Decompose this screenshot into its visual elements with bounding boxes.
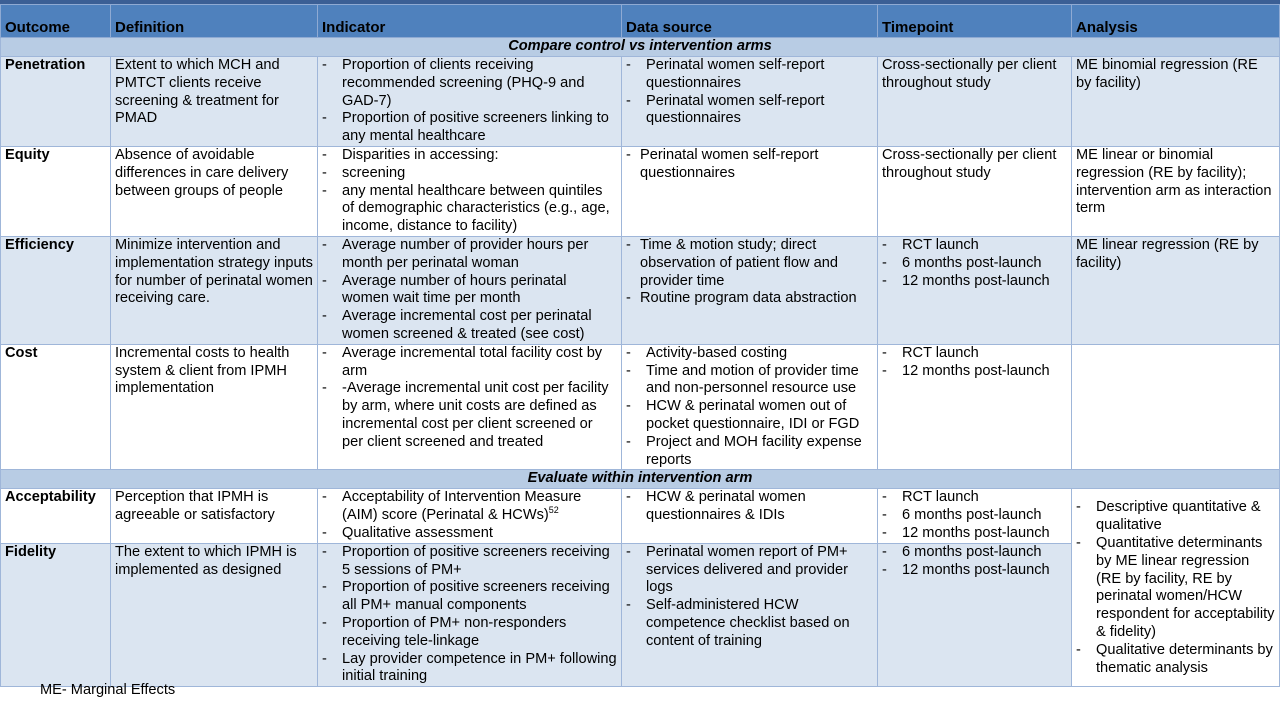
- definition-cell: Absence of avoidable differences in care delivery between groups of people: [111, 146, 318, 236]
- outcome-cell: Equity: [1, 146, 111, 236]
- list-item: - RCT launch: [882, 345, 1067, 363]
- list-item: - Descriptive quantitative & qualitative: [1076, 499, 1275, 535]
- list-item: - 12 months post-launch: [882, 273, 1067, 291]
- definition-cell: Perception that IPMH is agreeable or satisfactory: [111, 489, 318, 543]
- definition-cell: Incremental costs to health system & client from IPMH implementation: [111, 344, 318, 470]
- list-item: - Proportion of positive screeners receiving all PM+ manual components: [322, 579, 617, 615]
- list-item: - Time and motion of provider time and non-personnel resource use: [626, 363, 873, 399]
- outcome-cell: Efficiency: [1, 236, 111, 344]
- indicator-cell: [318, 543, 622, 686]
- citation-superscript: 52: [548, 505, 559, 516]
- list-item: - Perinatal women report of PM+ services delivered and provider logs: [626, 544, 873, 597]
- indicator-cell: [318, 146, 622, 236]
- table-row-acceptability: [1, 489, 1280, 543]
- header-outcome: Outcome: [1, 5, 111, 38]
- data-source-cell: [622, 57, 878, 147]
- indicator-cell: [318, 57, 622, 147]
- outcome-cell: Acceptability: [1, 489, 111, 543]
- list-item: - Disparities in accessing:: [322, 147, 617, 165]
- shared-analysis-cell: [1072, 489, 1280, 687]
- timepoint-cell: [878, 236, 1072, 344]
- list-item: - any mental healthcare between quintiles of demographic characteristics (e.g., age, income, distance to facility): [322, 183, 617, 236]
- timepoint-cell: Cross-sectionally per client throughout study: [878, 146, 1072, 236]
- list-item: - -Average incremental unit cost per facility by arm, where unit costs are defined as incremental cost per client screened or per client screened and treated: [322, 380, 617, 451]
- section-row-evaluate: [1, 470, 1280, 489]
- list-item: - Qualitative assessment: [322, 525, 617, 543]
- list-item: - Perinatal women self-report questionnaires: [626, 93, 873, 129]
- definition-cell: Minimize intervention and implementation strategy inputs for number of perinatal women receiving care.: [111, 236, 318, 344]
- list-item: - HCW & perinatal women out of pocket questionnaire, IDI or FGD: [626, 398, 873, 434]
- header-timepoint: Timepoint: [878, 5, 1072, 38]
- analysis-cell: [1072, 344, 1280, 470]
- section-title-evaluate: Evaluate within intervention arm: [1, 470, 1280, 489]
- analysis-cell: ME linear regression (RE by facility): [1072, 236, 1280, 344]
- list-item: - Quantitative determinants by ME linear regression (RE by facility, RE by perinatal women/HCW respondent for acceptability & fidelity): [1076, 535, 1275, 642]
- data-source-cell: [622, 543, 878, 686]
- analysis-cell: ME linear or binomial regression (RE by facility); intervention arm as interaction term: [1072, 146, 1280, 236]
- list-item: - Average number of hours perinatal women wait time per month: [322, 273, 617, 309]
- data-source-cell: [622, 344, 878, 470]
- definition-cell: The extent to which IPMH is implemented as designed: [111, 543, 318, 686]
- list-item: - 6 months post-launch: [882, 507, 1067, 525]
- table-row-penetration: [1, 57, 1280, 147]
- list-item: - Time & motion study; direct observation of patient flow and provider time: [626, 237, 873, 290]
- list-item: - Activity-based costing: [626, 345, 873, 363]
- section-row-compare: [1, 38, 1280, 57]
- header-indicator: Indicator: [318, 5, 622, 38]
- list-item: - Proportion of clients receiving recommended screening (PHQ-9 and GAD-7): [322, 57, 617, 110]
- list-item: - Average incremental total facility cost by arm: [322, 345, 617, 381]
- list-item: - Average number of provider hours per month per perinatal woman: [322, 237, 617, 273]
- indicator-cell: [318, 236, 622, 344]
- header-row: [1, 5, 1280, 38]
- list-item: - Qualitative determinants by thematic analysis: [1076, 642, 1275, 678]
- table-row-equity: [1, 146, 1280, 236]
- list-item: - 12 months post-launch: [882, 525, 1067, 543]
- list-item: - Average incremental cost per perinatal women screened & treated (see cost): [322, 308, 617, 344]
- section-title-compare: Compare control vs intervention arms: [1, 38, 1280, 57]
- list-item: - RCT launch: [882, 489, 1067, 507]
- list-item: - Perinatal women self-report questionnaires: [626, 147, 873, 183]
- list-item: - Project and MOH facility expense reports: [626, 434, 873, 470]
- list-item: - Proportion of PM+ non-responders receiving tele-linkage: [322, 615, 617, 651]
- list-item: - Self-administered HCW competence checklist based on content of training: [626, 597, 873, 650]
- definition-cell: Extent to which MCH and PMTCT clients receive screening & treatment for PMAD: [111, 57, 318, 147]
- list-item: - RCT launch: [882, 237, 1067, 255]
- aim-indicator-text: Acceptability of Intervention Measure (AIM) score (Perinatal & HCWs): [342, 489, 582, 524]
- list-item: - 6 months post-launch: [882, 255, 1067, 273]
- list-item: - 6 months post-launch: [882, 544, 1067, 562]
- list-item: - Routine program data abstraction: [626, 290, 873, 308]
- footnote: ME- Marginal Effects: [40, 682, 176, 698]
- list-item: - HCW & perinatal women questionnaires & IDIs: [626, 489, 873, 525]
- list-item: - 12 months post-launch: [882, 363, 1067, 381]
- timepoint-cell: Cross-sectionally per client throughout study: [878, 57, 1072, 147]
- timepoint-cell: [878, 489, 1072, 543]
- list-item: [322, 489, 617, 525]
- implementation-outcomes-table: [0, 4, 1280, 687]
- timepoint-cell: [878, 344, 1072, 470]
- table-row-cost: [1, 344, 1280, 470]
- list-item: - 12 months post-launch: [882, 562, 1067, 580]
- header-analysis: Analysis: [1072, 5, 1280, 38]
- outcome-cell: Fidelity: [1, 543, 111, 686]
- list-item: - Proportion of positive screeners receiving 5 sessions of PM+: [322, 544, 617, 580]
- data-source-cell: [622, 489, 878, 543]
- analysis-cell: ME binomial regression (RE by facility): [1072, 57, 1280, 147]
- outcome-cell: Penetration: [1, 57, 111, 147]
- data-source-cell: [622, 236, 878, 344]
- header-data-source: Data source: [622, 5, 878, 38]
- timepoint-cell: [878, 543, 1072, 686]
- list-item: - screening: [322, 165, 617, 183]
- table-row-efficiency: [1, 236, 1280, 344]
- list-item: - Proportion of positive screeners linking to any mental healthcare: [322, 110, 617, 146]
- header-definition: Definition: [111, 5, 318, 38]
- indicator-cell: [318, 489, 622, 543]
- outcome-cell: Cost: [1, 344, 111, 470]
- list-item: - Lay provider competence in PM+ following initial training: [322, 651, 617, 687]
- list-item: - Perinatal women self-report questionnaires: [626, 57, 873, 93]
- indicator-cell: [318, 344, 622, 470]
- data-source-cell: [622, 146, 878, 236]
